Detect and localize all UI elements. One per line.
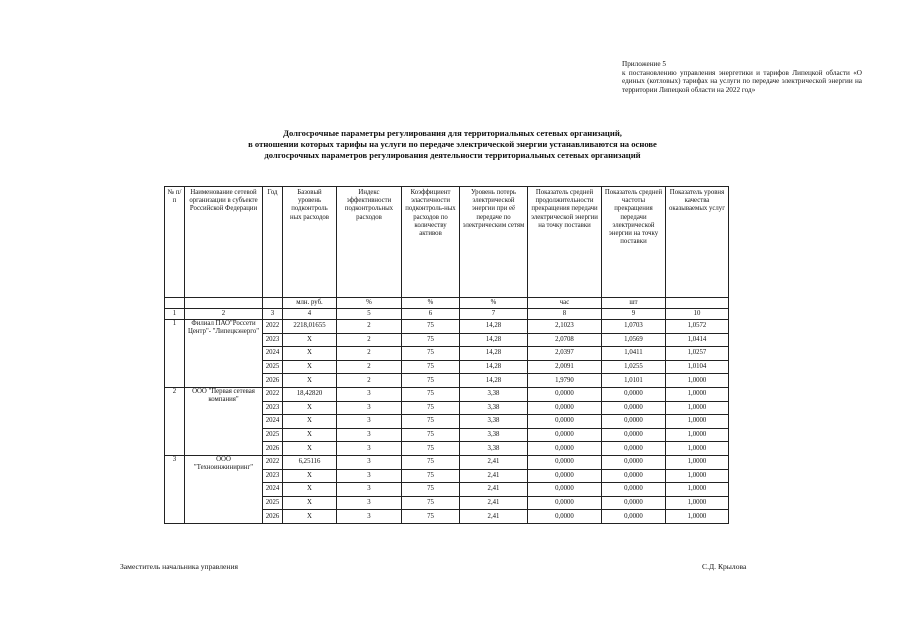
header-cell: Базовый уровень подконтроль ных расходов bbox=[283, 187, 337, 298]
table-cell: X bbox=[283, 510, 337, 524]
table-units-row bbox=[165, 298, 729, 309]
appendix-note bbox=[622, 60, 862, 94]
table-cell: 14,28 bbox=[460, 347, 528, 361]
table-cell: 1,0000 bbox=[666, 483, 729, 497]
table-cell: 2026 bbox=[263, 374, 283, 388]
table-cell: 0,0000 bbox=[602, 442, 666, 456]
column-number-cell: 6 bbox=[402, 309, 460, 320]
table-cell: 14,28 bbox=[460, 374, 528, 388]
column-number-cell: 4 bbox=[283, 309, 337, 320]
table-cell: 2,41 bbox=[460, 496, 528, 510]
table-cell: 1,0000 bbox=[666, 442, 729, 456]
table-cell: 2 bbox=[337, 360, 402, 374]
table-cell: X bbox=[283, 401, 337, 415]
table-cell: 0,0000 bbox=[528, 442, 602, 456]
table-cell: 2026 bbox=[263, 510, 283, 524]
document-title bbox=[120, 128, 785, 160]
table-cell: 1,0101 bbox=[602, 374, 666, 388]
table-cell: 2,0708 bbox=[528, 333, 602, 347]
table-cell: 0,0000 bbox=[528, 469, 602, 483]
table-cell: 1,0000 bbox=[666, 387, 729, 401]
table-row bbox=[165, 387, 729, 401]
unit-cell bbox=[185, 298, 263, 309]
table-cell: 75 bbox=[402, 510, 460, 524]
table-cell: 3 bbox=[337, 415, 402, 429]
table-header-row bbox=[165, 187, 729, 298]
table-cell: 2,1023 bbox=[528, 320, 602, 334]
table-cell: 3 bbox=[337, 455, 402, 469]
column-number-cell: 1 bbox=[165, 309, 185, 320]
table-cell: 2022 bbox=[263, 320, 283, 334]
table-cell: 75 bbox=[402, 360, 460, 374]
table-cell: 1,0255 bbox=[602, 360, 666, 374]
org-name: ООО "Первая сетевая компания" bbox=[185, 387, 263, 455]
table-cell: 0,0000 bbox=[528, 401, 602, 415]
table-cell: 1,0257 bbox=[666, 347, 729, 361]
table-cell: 3 bbox=[337, 510, 402, 524]
table-cell: 2023 bbox=[263, 469, 283, 483]
table-cell: 2 bbox=[337, 333, 402, 347]
unit-cell: млн. руб. bbox=[283, 298, 337, 309]
table-cell: 1,0414 bbox=[666, 333, 729, 347]
table-cell: 3,38 bbox=[460, 415, 528, 429]
table-cell: 1,0411 bbox=[602, 347, 666, 361]
table-cell: X bbox=[283, 347, 337, 361]
table-cell: 2024 bbox=[263, 347, 283, 361]
table-cell: 0,0000 bbox=[602, 387, 666, 401]
table-row bbox=[165, 320, 729, 334]
table-cell: 2025 bbox=[263, 360, 283, 374]
table-cell: 0,0000 bbox=[602, 455, 666, 469]
table-cell: 0,0000 bbox=[528, 387, 602, 401]
table-cell: 0,0000 bbox=[602, 510, 666, 524]
table-cell: 0,0000 bbox=[528, 428, 602, 442]
table-cell: 2,41 bbox=[460, 469, 528, 483]
column-number-cell: 2 bbox=[185, 309, 263, 320]
table-cell: 1,0000 bbox=[666, 374, 729, 388]
table-cell: 0,0000 bbox=[602, 401, 666, 415]
table-cell: 3,38 bbox=[460, 442, 528, 456]
org-number: 3 bbox=[165, 455, 185, 523]
table-body bbox=[165, 320, 729, 524]
table-cell: 75 bbox=[402, 442, 460, 456]
unit-cell bbox=[165, 298, 185, 309]
table-cell: 75 bbox=[402, 401, 460, 415]
table-cell: X bbox=[283, 469, 337, 483]
header-cell: Показатель средней продолжительности прекращения передачи электрической энергии на точку поставки bbox=[528, 187, 602, 298]
header-cell: Коэффициент эластичности подконтроль-ных расходов по количеству активов bbox=[402, 187, 460, 298]
org-number: 1 bbox=[165, 320, 185, 388]
table-cell: 2 bbox=[337, 320, 402, 334]
table-cell: 2025 bbox=[263, 428, 283, 442]
table-cell: 2022 bbox=[263, 455, 283, 469]
table-cell: 2024 bbox=[263, 415, 283, 429]
table-cell: 2,41 bbox=[460, 510, 528, 524]
table-cell: 6,25116 bbox=[283, 455, 337, 469]
header-cell: Показатель средней частоты прекращения передачи электрической энергии на точку поставки bbox=[602, 187, 666, 298]
table-column-numbers-row bbox=[165, 309, 729, 320]
table-cell: 1,0569 bbox=[602, 333, 666, 347]
table-cell: 2022 bbox=[263, 387, 283, 401]
table-cell: 1,0000 bbox=[666, 455, 729, 469]
table-cell: 2,0091 bbox=[528, 360, 602, 374]
table-cell: X bbox=[283, 428, 337, 442]
header-cell: Индекс эффективности подконтрольных расходов bbox=[337, 187, 402, 298]
org-number: 2 bbox=[165, 387, 185, 455]
column-number-cell: 9 bbox=[602, 309, 666, 320]
table-cell: 0,0000 bbox=[602, 496, 666, 510]
table-cell: 75 bbox=[402, 374, 460, 388]
table-cell: 75 bbox=[402, 333, 460, 347]
title-line-1: Долгосрочные параметры регулирования для территориальных сетевых организаций, bbox=[283, 128, 622, 138]
org-name: ООО "Техноинжиниринг" bbox=[185, 455, 263, 523]
column-number-cell: 10 bbox=[666, 309, 729, 320]
table-cell: 2,0397 bbox=[528, 347, 602, 361]
table-cell: X bbox=[283, 483, 337, 497]
header-cell: Год bbox=[263, 187, 283, 298]
column-number-cell: 3 bbox=[263, 309, 283, 320]
table-cell: 1,0000 bbox=[666, 496, 729, 510]
table-cell: 3 bbox=[337, 496, 402, 510]
unit-cell: % bbox=[337, 298, 402, 309]
table-cell: 0,0000 bbox=[602, 428, 666, 442]
signatory-name: С.Д. Крылова bbox=[702, 562, 747, 571]
table-cell: 75 bbox=[402, 469, 460, 483]
table-cell: 1,0000 bbox=[666, 469, 729, 483]
table-cell: X bbox=[283, 333, 337, 347]
table-cell: 75 bbox=[402, 483, 460, 497]
table-cell: 0,0000 bbox=[602, 483, 666, 497]
table-cell: 75 bbox=[402, 347, 460, 361]
table-cell: 0,0000 bbox=[528, 496, 602, 510]
table-cell: X bbox=[283, 374, 337, 388]
table-cell: 3 bbox=[337, 469, 402, 483]
table-cell: 1,0000 bbox=[666, 510, 729, 524]
table-cell: 14,28 bbox=[460, 320, 528, 334]
unit-cell: шт bbox=[602, 298, 666, 309]
table-cell: X bbox=[283, 496, 337, 510]
org-name: Филиал ПАО"Россети Центр"- "Липецкэнерго" bbox=[185, 320, 263, 388]
table-cell: 75 bbox=[402, 320, 460, 334]
signatory-position: Заместитель начальника управления bbox=[120, 562, 239, 571]
title-line-3: долгосрочных параметров регулирования деятельности территориальных сетевых организаций bbox=[264, 149, 641, 160]
table-cell: 75 bbox=[402, 415, 460, 429]
table-cell: 75 bbox=[402, 387, 460, 401]
table-cell: 1,0000 bbox=[666, 428, 729, 442]
table-cell: 2218,01655 bbox=[283, 320, 337, 334]
table-cell: 1,0104 bbox=[666, 360, 729, 374]
appendix-text: к постановлению управления энергетики и тарифов Липецкой области «О единых (котловых) тарифах на услуги по передаче электрической энергии на территории Липецкой области на 2022 год» bbox=[622, 68, 862, 94]
table-cell: 0,0000 bbox=[602, 415, 666, 429]
table-cell: 3 bbox=[337, 387, 402, 401]
table-cell: 3 bbox=[337, 428, 402, 442]
table-cell: 2023 bbox=[263, 401, 283, 415]
table-cell: 1,9790 bbox=[528, 374, 602, 388]
table-cell: 0,0000 bbox=[528, 455, 602, 469]
table-cell: 2 bbox=[337, 374, 402, 388]
parameters-table bbox=[164, 186, 729, 524]
table-cell: X bbox=[283, 442, 337, 456]
header-cell: Наименование сетевой организации в субъекте Российской Федерации bbox=[185, 187, 263, 298]
table-cell: 3 bbox=[337, 442, 402, 456]
unit-cell bbox=[263, 298, 283, 309]
table-cell: X bbox=[283, 360, 337, 374]
table-cell: 3 bbox=[337, 483, 402, 497]
table-cell: 75 bbox=[402, 455, 460, 469]
table-cell: 75 bbox=[402, 428, 460, 442]
header-cell: Показатель уровня качества оказываемых услуг bbox=[666, 187, 729, 298]
table-cell: 3,38 bbox=[460, 401, 528, 415]
table-cell: 14,28 bbox=[460, 360, 528, 374]
table-cell: 14,28 bbox=[460, 333, 528, 347]
table-cell: 0,0000 bbox=[528, 483, 602, 497]
table-cell: 2025 bbox=[263, 496, 283, 510]
table-cell: 75 bbox=[402, 496, 460, 510]
unit-cell bbox=[666, 298, 729, 309]
table-row bbox=[165, 455, 729, 469]
table-cell: 0,0000 bbox=[602, 469, 666, 483]
table-cell: 3,38 bbox=[460, 428, 528, 442]
column-number-cell: 7 bbox=[460, 309, 528, 320]
table-cell: 3 bbox=[337, 401, 402, 415]
table-cell: 2023 bbox=[263, 333, 283, 347]
column-number-cell: 5 bbox=[337, 309, 402, 320]
table-cell: 2026 bbox=[263, 442, 283, 456]
table-cell: 1,0572 bbox=[666, 320, 729, 334]
header-cell: Уровень потерь электрической энергии при её передаче по электрическим сетям bbox=[460, 187, 528, 298]
table-cell: 1,0000 bbox=[666, 415, 729, 429]
unit-cell: час bbox=[528, 298, 602, 309]
table-cell: 3,38 bbox=[460, 387, 528, 401]
table-cell: X bbox=[283, 415, 337, 429]
appendix-title: Приложение 5 bbox=[622, 60, 666, 68]
table-cell: 2 bbox=[337, 347, 402, 361]
header-cell: № п/п bbox=[165, 187, 185, 298]
table-cell: 0,0000 bbox=[528, 510, 602, 524]
table-cell: 2024 bbox=[263, 483, 283, 497]
title-line-2: в отношении которых тарифы на услуги по передаче электрической энергии устанавливаются на основе bbox=[248, 138, 657, 149]
table-cell: 1,0703 bbox=[602, 320, 666, 334]
table-cell: 1,0000 bbox=[666, 401, 729, 415]
unit-cell: % bbox=[402, 298, 460, 309]
unit-cell: % bbox=[460, 298, 528, 309]
table-cell: 18,42820 bbox=[283, 387, 337, 401]
table-cell: 2,41 bbox=[460, 455, 528, 469]
table-cell: 0,0000 bbox=[528, 415, 602, 429]
table-cell: 2,41 bbox=[460, 483, 528, 497]
column-number-cell: 8 bbox=[528, 309, 602, 320]
